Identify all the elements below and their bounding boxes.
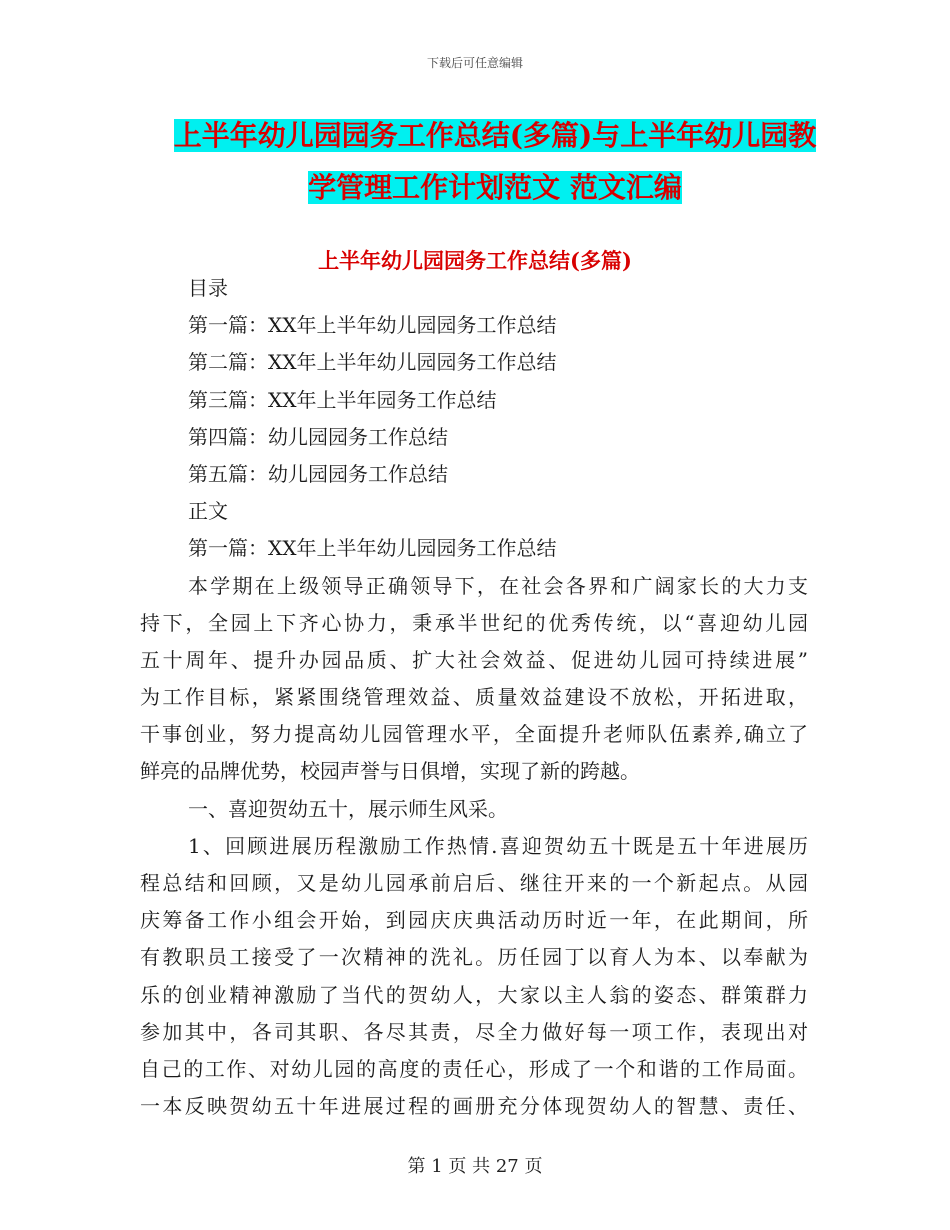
paragraph-line: 乐的创业精神激励了当代的贺幼人，大家以主人翁的姿态、群策群力	[140, 982, 808, 1007]
body-heading: 正文	[188, 499, 228, 524]
toc-item: 第二篇：XX年上半年幼儿园园务工作总结	[188, 350, 557, 375]
paragraph-line: 五十周年、提升办园品质、扩大社会效益、促进幼儿园可持续进展”	[140, 647, 808, 672]
toc-heading: 目录	[188, 276, 228, 300]
title-line-1: 上半年幼儿园园务工作总结(多篇)与上半年幼儿园教	[173, 119, 817, 152]
section-title: 上半年幼儿园园务工作总结(多篇)	[318, 248, 632, 273]
title-line-2: 学管理工作计划范文 范文汇编	[308, 171, 682, 204]
paragraph-line: 为工作目标，紧紧围绕管理效益、质量效益建设不放松，开拓进取，	[140, 685, 808, 710]
toc-item: 第三篇：XX年上半年园务工作总结	[188, 387, 497, 412]
paragraph-line: 持下，全园上下齐心协力，秉承半世纪的优秀传统，以“喜迎幼儿园	[140, 610, 808, 635]
subheading: 一、喜迎贺幼五十，展示师生风采。	[188, 796, 508, 821]
paragraph-line: 本学期在上级领导正确领导下，在社会各界和广阔家长的大力支	[188, 573, 808, 598]
document-title	[150, 110, 840, 214]
toc-item: 第一篇：XX年上半年幼儿园园务工作总结	[188, 313, 557, 338]
toc-item: 第五篇：幼儿园园务工作总结	[188, 461, 448, 486]
paragraph-line: 庆筹备工作小组会开始，到园庆庆典活动历时近一年，在此期间，所	[140, 908, 808, 933]
paragraph-line: 鲜亮的品牌优势，校园声誉与日俱增，实现了新的跨越。	[140, 759, 640, 784]
toc-item: 第四篇：幼儿园园务工作总结	[188, 424, 448, 449]
paragraph-line: 一本反映贺幼五十年进展过程的画册充分体现贺幼人的智慧、责任、	[140, 1094, 808, 1119]
paragraph-line: 参加其中，各司其职、各尽其责，尽全力做好每一项工作，表现出对	[140, 1019, 808, 1044]
page-number-footer: 第 1 页 共 27 页	[407, 1156, 543, 1177]
paragraph-line: 有教职员工接受了一次精神的洗礼。历任园丁以育人为本、以奉献为	[140, 945, 808, 970]
paragraph-line: 干事创业，努力提高幼儿园管理水平，全面提升老师队伍素养,确立了	[140, 722, 808, 747]
paragraph-line: 1、回顾进展历程激励工作热情.喜迎贺幼五十既是五十年进展历	[188, 833, 808, 858]
page-header-note: 下载后可任意编辑	[426, 56, 523, 70]
paragraph-line: 自己的工作、对幼儿园的高度的责任心，形成了一个和谐的工作局面。	[140, 1056, 808, 1081]
document-body	[140, 270, 808, 1125]
paragraph-line: 程总结和回顾，又是幼儿园承前启后、继往开来的一个新起点。从园	[140, 871, 808, 895]
article-title: 第一篇：XX年上半年幼儿园园务工作总结	[188, 536, 557, 561]
